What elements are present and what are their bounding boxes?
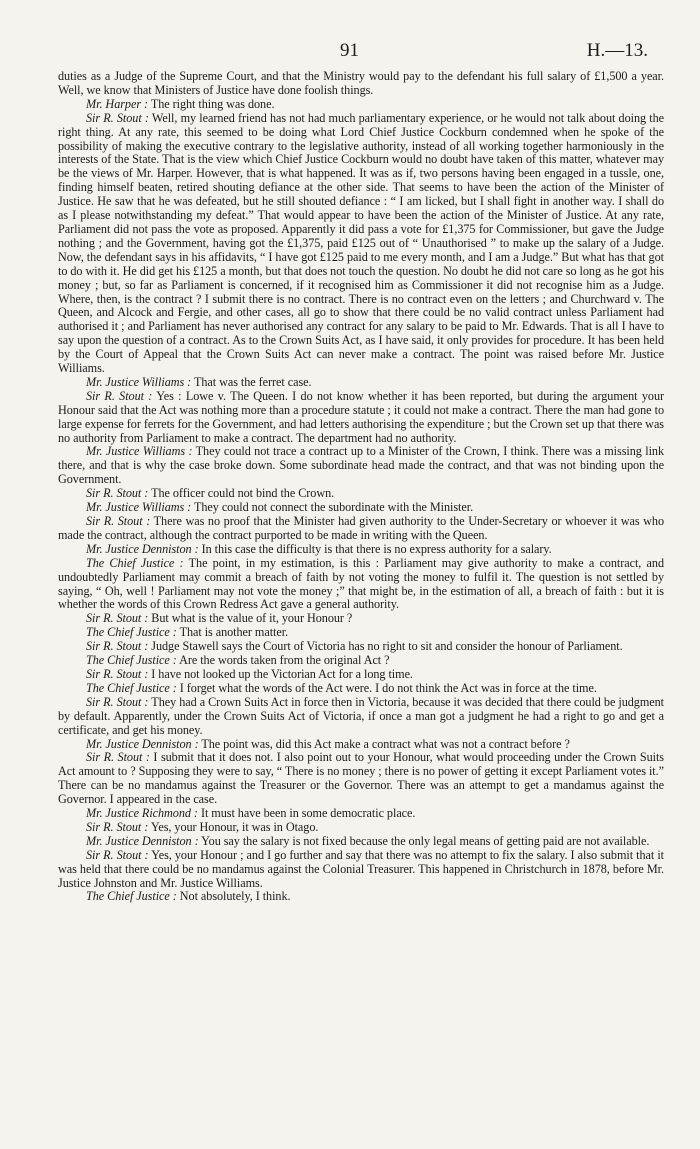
paragraph — [58, 557, 664, 613]
paragraph — [58, 751, 664, 807]
paragraph-text: They could not trace a contract up to a Minister of the Crown, I think. There was a missing link there, and that is why the case broke down. Some subordinate head made the contract, and that was not binding upon the Government. — [58, 444, 664, 487]
speaker-name: Sir R. Stout : — [86, 611, 149, 626]
speaker-name: Mr. Justice Williams : — [86, 500, 192, 515]
paragraph — [58, 501, 664, 515]
speaker-name: Sir R. Stout : — [86, 110, 149, 125]
paragraph — [58, 626, 664, 640]
speaker-name: Sir R. Stout : — [86, 388, 153, 403]
paragraph — [58, 821, 664, 835]
paragraph — [58, 98, 664, 112]
paragraph-text: Judge Stawell says the Court of Victoria has no right to sit and consider the honour of Parliament. — [151, 639, 623, 654]
paragraph-text: They had a Crown Suits Act in force then in Victoria, because it was decided that there could be judgment by default. Apparently, under the Crown Suits Act of Victoria, if once a man got a judgment he had a right to go and get a certificate, and get his money. — [58, 694, 664, 737]
speaker-name: Mr. Harper : — [86, 96, 149, 111]
page-header — [0, 40, 700, 64]
speaker-name: Sir R. Stout : — [86, 639, 149, 654]
speaker-name: The Chief Justice : — [86, 680, 177, 695]
paragraph-text: The officer could not bind the Crown. — [151, 486, 335, 501]
paragraph-text: But what is the value of it, your Honour ? — [151, 611, 353, 626]
paragraph — [58, 890, 664, 904]
speaker-name: Mr. Justice Richmond : — [86, 806, 198, 821]
paragraph — [58, 445, 664, 487]
paragraph — [58, 112, 664, 376]
speaker-name: The Chief Justice : — [86, 625, 177, 640]
paragraph-text: They could not connect the subordinate with the Minister. — [193, 500, 474, 515]
paragraph-text: I submit that it does not. I also point out to your Honour, what would proceeding under the Crown Suits Act amount to ? Supposing they were to say, “ There is no money ; there is no power of getting it except Parliament votes it.” There can be no mandamus against the Treasurer or the Governor. There was an attempt to get a mandamus against the Governor. I appeared in the case. — [58, 750, 664, 807]
paragraph-text: That is another matter. — [179, 625, 289, 640]
paragraph — [58, 654, 664, 668]
speaker-name: Mr. Justice Williams : — [86, 444, 193, 459]
paragraph — [58, 487, 664, 501]
paragraph-text: Are the words taken from the original Act ? — [179, 653, 390, 668]
speaker-name: Mr. Justice Denniston : — [86, 736, 199, 751]
paragraph-text: I forget what the words of the Act were. I do not think the Act was in force at the time. — [179, 680, 597, 695]
speaker-name: Sir R. Stout : — [86, 486, 149, 501]
paragraph — [58, 849, 664, 891]
paragraph-text: Yes, your Honour, it was in Otago. — [150, 819, 319, 834]
paragraph-text: Yes : Lowe v. The Queen. I do not know whether it has been reported, but during the argument your Honour said that the Act was nothing more than a procedure statute ; it could not make a contract. There the man had gone to large expense for ferrets for the Government, and had letters authorising the expenditure ; but the Crown set up that there was no authority from Parliament to make a contract. The department had no authority. — [58, 388, 664, 445]
paragraph — [58, 543, 664, 557]
paragraph — [58, 738, 664, 752]
paragraph-text: Well, my learned friend has not had much parliamentary experience, or he would not talk about doing the right thing. At any rate, this seemed to be doing what Lord Chief Justice Cockburn condemned when he spoke of the possibility of making the executive contrary to the legislative authority, instead of all working together harmoniously in the interests of the State. That is the view which Chief Justice Cockburn would no doubt have taken of this matter, whatever may be the views of Mr. Harper. However, that is what happened. It was as if, two persons having been engaged in a tussle, one, finding himself beaten, retired shouting defiance at the other side. That seems to have been the action of the Minister of Justice. He saw that he was defeated, but he still shouted defiance : “ I am licked, but I shall fight in another way. I shall do as I please notwithstanding my defeat.” That would appear to have been the action of the Minister of Justice. At any rate, Parliament did not pass the vote as proposed. Apparently it did pass a vote for £1,375 for Commissioner, but gave the Judge nothing ; and the Government, having got the £1,375, paid £125 out of “ Unauthorised ” to make up the salary of a Judge. Now, the defendant says in his affidavits, “ I have got £125 paid to me every month, and I am a Judge.” But what has that got to do with it. He did get his £125 a month, but that does not touch the question. No doubt he did not care so long as he got his money ; but, so far as Parliament is concerned, if it recognised him as Commissioner it did not recognise him as a Judge. Where, then, is the contract ? I submit there is no contract. There is no contract even on the letters ; and Churchward v. The Queen, and Alcock and Fergie, and other cases, all go to show that there could be no valid contract unless Parliament had authorised it ; and Parliament has never authorised any contract for any salary to be paid to Mr. Edwards. That is all I have to say upon the question of a contract. As to the Crown Suits Act, as I have said, it only provides for procedure. It has been held by the Court of Appeal that the Crown Suits Act can never make a contract. The point was raised before Mr. Justice Williams. — [58, 110, 664, 376]
paragraph — [58, 640, 664, 654]
speaker-name: Mr. Justice Denniston : — [86, 541, 199, 556]
paragraph — [58, 668, 664, 682]
paragraph-text: In this case the difficulty is that there is no express authority for a salary. — [201, 541, 552, 556]
paragraph-text: The point was, did this Act make a contract what was not a contract before ? — [201, 736, 570, 751]
speaker-name: Sir R. Stout : — [86, 750, 150, 765]
speaker-name: The Chief Justice : — [86, 555, 184, 570]
paragraph — [58, 612, 664, 626]
paragraph-text: It must have been in some democratic place. — [200, 806, 416, 821]
paragraph-text: That was the ferret case. — [193, 374, 312, 389]
paragraph — [58, 376, 664, 390]
speaker-name: Sir R. Stout : — [86, 819, 149, 834]
paragraph — [58, 682, 664, 696]
speaker-name: The Chief Justice : — [86, 889, 177, 904]
speaker-name: Sir R. Stout : — [86, 666, 149, 681]
paragraph — [58, 515, 664, 543]
speaker-name: Mr. Justice Williams : — [86, 374, 192, 389]
paragraph — [58, 835, 664, 849]
speaker-name: The Chief Justice : — [86, 653, 177, 668]
speaker-name: Sir R. Stout : — [86, 514, 151, 528]
document-reference: H.—13. — [586, 40, 648, 61]
speaker-name: Mr. Justice Denniston : — [86, 833, 199, 848]
paragraph-text: I have not looked up the Victorian Act for a long time. — [151, 666, 413, 681]
paragraph-text: duties as a Judge of the Supreme Court, and that the Ministry would pay to the defendant his full salary of £1,500 a year. Well, we know that Ministers of Justice have done foolish things. — [58, 69, 664, 97]
speaker-name: Sir R. Stout : — [86, 847, 149, 862]
paragraph-text: You say the salary is not fixed because the only legal means of getting paid are not available. — [201, 833, 650, 848]
speaker-name: Sir R. Stout : — [86, 694, 149, 709]
page-number: 91 — [340, 40, 359, 61]
paragraph — [58, 807, 664, 821]
paragraph — [58, 70, 664, 98]
paragraph-text: The right thing was done. — [150, 96, 275, 111]
paragraph-text: There was no proof that the Minister had given authority to the Under-Secretary or whoever it was who made the contract, although the contract purported to be made in writing with the Queen. — [58, 514, 664, 542]
paragraph — [58, 696, 664, 738]
transcript-body — [58, 70, 664, 904]
paragraph — [58, 390, 664, 446]
paragraph-text: The point, in my estimation, is this : Parliament may give authority to make a contract, and undoubtedly Parliament may commit a breach of faith by not voting the money to fulfil it. The question is not settled by saying, “ Oh, well ! Parliament may not vote the money ;” that might be, in the estimation of all, a breach of faith : but it is whether the words of this Crown Redress Act gave a general authority. — [58, 555, 664, 612]
paragraph-text: Not absolutely, I think. — [179, 889, 291, 904]
paragraph-text: Yes, your Honour ; and I go further and say that there was no attempt to fix the salary. I also submit that it was held that there could be no mandamus against the Colonial Treasurer. This happened in Christchurch in 1878, before Mr. Justice Johnston and Mr. Justice Williams. — [58, 847, 664, 890]
